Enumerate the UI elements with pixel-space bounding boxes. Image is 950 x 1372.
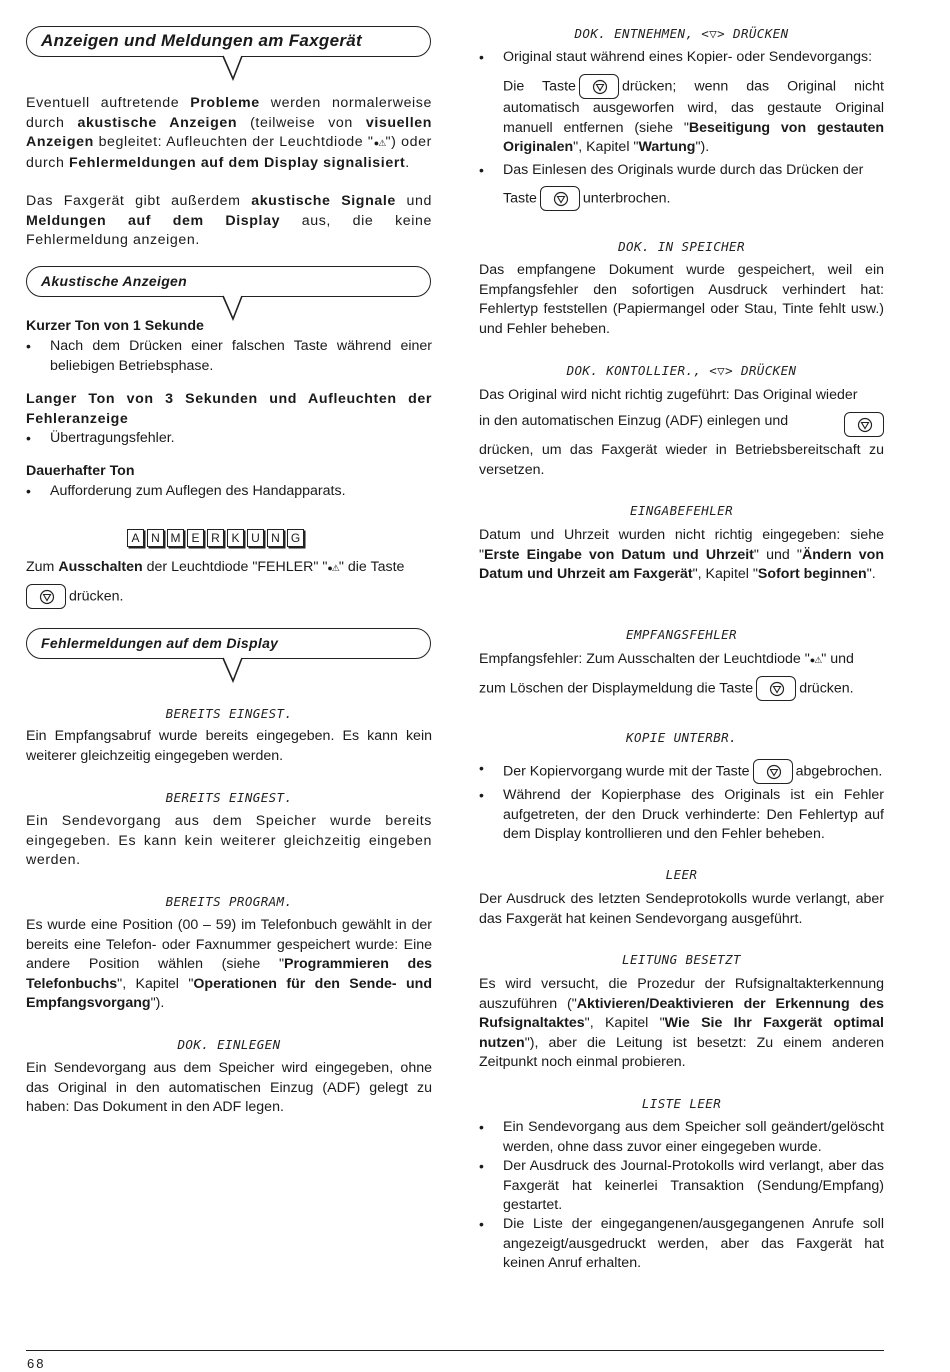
intro-paragraph-2: Das Faxgerät gibt außerdem akustische Signale und Meldungen auf dem Display aus, die keine Fehlermeldung anzeigen. (26, 193, 433, 248)
message-description: Es wird versucht, die Prozedur der Rufsignaltakterkennung auszuführen ("Aktivieren/Deaktivieren der Erkennung des Rufsignaltaktes", Kapitel "Wie Sie Ihr Faxgerät optimal nutzen"), aber die Leitung ist besetzt: Zu einem anderen Zeitpunkt noch einmal probieren. (479, 976, 884, 1070)
stop-key-icon (540, 186, 580, 211)
display-message: LEITUNG BESETZT (622, 952, 741, 967)
led-icon: ●⚠ (809, 655, 822, 665)
banner-tail (222, 55, 244, 81)
list-item: • Der Kopiervorgang wurde mit der Taste abgebrochen. (479, 759, 884, 784)
display-message: DOK. IN SPEICHER (618, 239, 745, 254)
list-item: • Während der Kopierphase des Originals ist ein Fehler aufgetreten, der den Druck verhinderte: Den Fehlertyp auf dem Display kontrollieren und den Fehler beheben. (479, 787, 884, 842)
list-item: Die Taste drücken; wenn das Original nicht automatisch ausgeworfen wird, das gestaute Original manuell entfernen (siehe "Beseitigung von gestauten Originalen", Kapitel "Wartung"). (479, 74, 884, 158)
message-description: zum Löschen der Displaymeldung die Taste drücken. (479, 676, 884, 701)
message-description: Ein Sendevorgang aus dem Speicher wurde bereits eingegeben. Es kann kein weiterer gleichzeitig eingeben werden. (26, 813, 432, 868)
display-message: LEER (665, 867, 698, 882)
note-text: Zum Ausschalten der Leuchtdiode "FEHLER" "●⚠" die Taste (26, 559, 405, 575)
display-message: DOK. KONTOLLIER., <▽> DRÜCKEN (566, 363, 797, 378)
banner-tail (222, 657, 244, 683)
long-tone-title: Langer Ton von 3 Sekunden und Aufleuchten der Fehleranzeige (26, 391, 432, 427)
list-item: • Aufforderung zum Auflegen des Handapparats. (26, 483, 346, 499)
message-description: in den automatischen Einzug (ADF) einlegen und (479, 412, 884, 437)
message-description: Der Ausdruck des letzten Sendeprotokolls wurde verlangt, aber das Faxgerät hat keinen Sendevorgang ausgeführt. (479, 891, 884, 927)
list-item: Taste unterbrochen. (479, 186, 884, 211)
footer-rule (26, 1350, 884, 1351)
continuous-tone-title: Dauerhafter Ton (26, 463, 135, 479)
stop-key-icon (579, 74, 619, 99)
message-description: Ein Sendevorgang aus dem Speicher wird eingegeben, ohne das Original in den automatischen Einzug (ADF) gelegt zu haben: Das Dokument in den ADF legen. (26, 1060, 432, 1115)
stop-key-icon (844, 412, 884, 437)
display-message: LISTE LEER (641, 1096, 722, 1111)
display-message: KOPIE UNTERBR. (626, 730, 737, 745)
stop-key-icon (26, 584, 66, 609)
list-item: • Der Ausdruck des Journal-Protokolls wird verlangt, aber das Faxgerät hat keinerlei Transaktion (Sendung/Empfang) gestartet. (479, 1158, 884, 1213)
message-description: Empfangsfehler: Zum Ausschalten der Leuchtdiode "●⚠" und (479, 651, 854, 667)
list-item: • Original staut während eines Kopier- oder Sendevorgangs: (479, 49, 873, 65)
note-label: A N M E R K U N G (127, 529, 304, 547)
stop-key-icon (756, 676, 796, 701)
display-message: EMPFANGSFEHLER (626, 627, 737, 642)
acoustic-heading-banner (26, 266, 431, 297)
message-description: drücken, um das Faxgerät wieder in Betriebsbereitschaft zu versetzen. (479, 442, 884, 478)
message-description: Datum und Uhrzeit wurden nicht richtig eingegeben: siehe "Erste Eingabe von Datum und Uhrzeit" und "Ändern von Datum und Uhrzeit am Faxgerät", Kapitel "Sofort beginnen". (479, 527, 884, 582)
page-number: 68 (27, 1356, 46, 1371)
note-text-2: drücken. (26, 584, 432, 609)
led-icon: ●⚠ (373, 138, 386, 148)
display-message: DOK. ENTNEHMEN, <▽> DRÜCKEN (574, 26, 789, 41)
short-tone-title: Kurzer Ton von 1 Sekunde (26, 318, 204, 334)
list-item: • Das Einlesen des Originals wurde durch das Drücken der (479, 162, 864, 178)
message-description: Es wurde eine Position (00 – 59) im Telefonbuch gewählt in der bereits eine Telefon- oder Faxnummer gespeichert wurde: Eine andere Position wählen (siehe "Programmieren des Telefonbuchs", Kapitel "Operationen für den Sende- und Empfangsvorgang"). (26, 917, 433, 1011)
display-message: BEREITS PROGRAM. (165, 894, 293, 909)
stop-key-icon (753, 759, 793, 784)
section-heading-banner (26, 26, 431, 57)
list-item: • Die Liste der eingegangenen/ausgegangenen Anrufe soll angezeigt/ausgedruckt werden, aber das Faxgerät hat keinen Anruf erhalten. (479, 1216, 884, 1271)
list-item: • Ein Sendevorgang aus dem Speicher soll geändert/gelöscht werden, ohne dass zuvor einer eingegeben wurde. (479, 1119, 884, 1155)
led-icon: ●⚠ (327, 563, 339, 573)
display-heading-banner (26, 628, 431, 659)
acoustic-heading: Akustische Anzeigen (41, 273, 187, 289)
display-message: BEREITS EINGEST. (165, 706, 293, 721)
list-item: • Übertragungsfehler. (26, 430, 175, 446)
intro-paragraph: Eventuell auftretende Probleme werden normalerweise durch akustische Anzeigen (teilweise von visuellen Anzeigen begleitet: Aufleuchten der Leuchtdiode "●⚠") oder durch Fehlermeldungen auf dem Display signalisiert. (26, 95, 432, 171)
display-heading: Fehlermeldungen auf dem Display (41, 635, 279, 651)
message-description: Das Original wird nicht richtig zugeführt: Das Original wieder (479, 387, 858, 403)
display-message: BEREITS EINGEST. (165, 790, 293, 805)
list-item: • Nach dem Drücken einer falschen Taste während einer beliebigen Betriebsphase. (26, 338, 432, 374)
display-message: EINGABEFEHLER (629, 503, 734, 518)
display-message: DOK. EINLEGEN (177, 1037, 281, 1052)
message-description: Das empfangene Dokument wurde gespeichert, weil ein Empfangsfehler den sofortigen Ausdruck verhindert hat: Fehlertyp feststellen (Papiermangel oder Stau, Tinte fehlt usw.) und Fehler beheben. (479, 262, 884, 337)
message-description: Ein Empfangsabruf wurde bereits eingegeben. Es kann kein weiterer gleichzeitig eingegeben werden. (26, 728, 432, 764)
section-heading: Anzeigen und Meldungen am Faxgerät (41, 31, 362, 50)
